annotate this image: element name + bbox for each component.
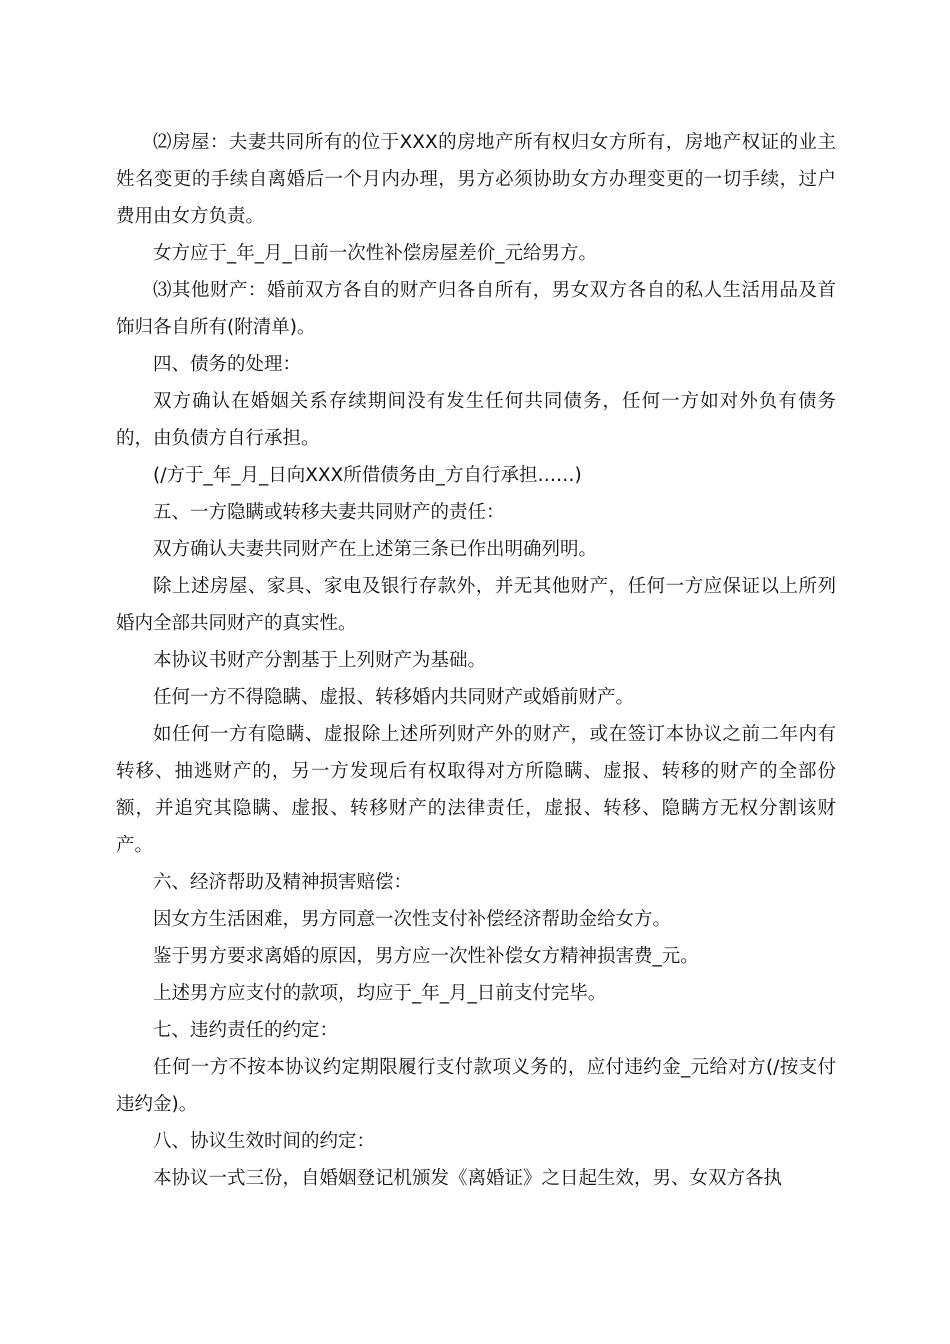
- heading-effective-time: 八、协议生效时间的约定：: [153, 1131, 376, 1152]
- heading-compensation: 六、经济帮助及精神损害赔偿：: [153, 872, 413, 893]
- paragraph-effective-clause: 本协议一式三份，自婚姻登记机颁发《离婚证》之日起生效，男、女双方各执: [153, 1168, 783, 1189]
- paragraph-economic-help: 因女方生活困难，男方同意一次性支付补偿经济帮助金给女方。: [153, 909, 672, 930]
- paragraph-concealment-penalty: 如任何一方有隐瞒、虚报除上述所列财产外的财产，或在签订本协议之前二年内有转移、抽逃财产的，另一方发现后有权取得对方所隐瞒、虚报、转移的财产的全部份额，并追究其隐瞒、虚报、转移财产的法律责任，虚报、转移、隐瞒方无权分割该财产。: [116, 724, 836, 856]
- paragraph-no-concealment: 任何一方不得隐瞒、虚报、转移婚内共同财产或婚前财产。: [153, 687, 635, 708]
- paragraph-other-property: ⑶其他财产：婚前双方各自的财产归各自所有，男女双方各自的私人生活用品及首饰归各自所有(附清单)。: [116, 280, 836, 338]
- document-body: [116, 124, 836, 1197]
- paragraph-mental-damage: 鉴于男方要求离婚的原因，男方应一次性补偿女方精神损害费_元。: [153, 946, 699, 967]
- heading-debt: 四、债务的处理：: [153, 354, 302, 375]
- paragraph-debt-confirm: 双方确认在婚姻关系存续期间没有发生任何共同债务，任何一方如对外负有债务的，由负债方自行承担。: [116, 391, 836, 449]
- paragraph-house-compensation: 女方应于_年_月_日前一次性补偿房屋差价_元给男方。: [153, 243, 598, 264]
- heading-breach: 七、违约责任的约定：: [153, 1020, 339, 1041]
- paragraph-property-authenticity: 除上述房屋、家具、家电及银行存款外，并无其他财产，任何一方应保证以上所列婚内全部共同财产的真实性。: [116, 576, 836, 634]
- paragraph-payment-deadline: 上述男方应支付的款项，均应于_年_月_日前支付完毕。: [153, 983, 607, 1004]
- paragraph-division-basis: 本协议书财产分割基于上列财产为基础。: [153, 650, 487, 671]
- paragraph-breach-penalty: 任何一方不按本协议约定期限履行支付款项义务的，应付违约金_元给对方(/按支付违约金)。: [116, 1057, 836, 1115]
- paragraph-debt-note: (/方于_年_月_日向XXX所借债务由_方自行承担……): [153, 465, 582, 486]
- heading-concealment: 五、一方隐瞒或转移夫妻共同财产的责任：: [153, 502, 505, 523]
- paragraph-property-listed: 双方确认夫妻共同财产在上述第三条已作出明确列明。: [153, 539, 598, 560]
- paragraph-house: ⑵房屋：夫妻共同所有的位于XXX的房地产所有权归女方所有，房地产权证的业主姓名变更的手续自离婚后一个月内办理，男方必须协助女方办理变更的一切手续，过户费用由女方负责。: [116, 132, 836, 227]
